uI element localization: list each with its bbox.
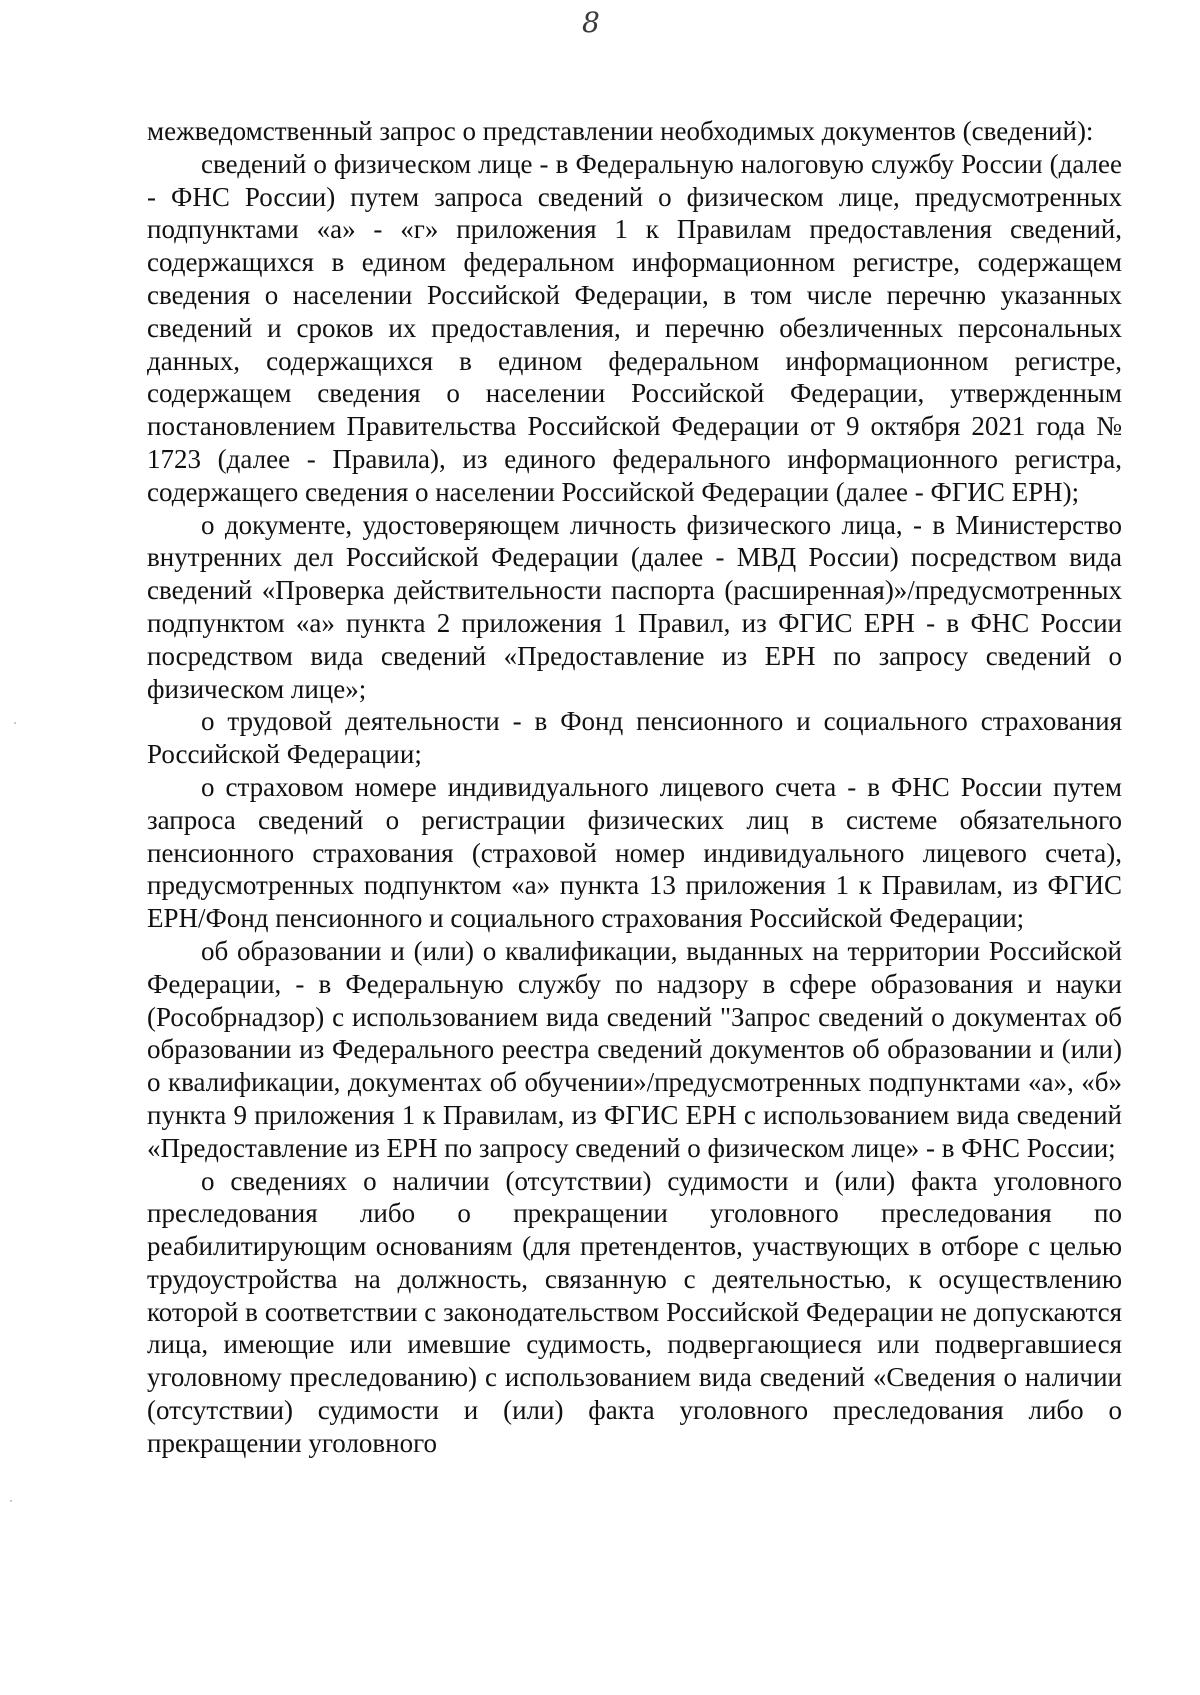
paragraph-insurance-number: о страховом номере индивидуального лицевого счета - в ФНС России путем запроса сведений о регистрации физических лиц в системе обязательного пенсионного страхования (страховой номер индивидуального лицевого счета), предусмотренных подпунктом «а» пункта 13 приложения 1 к Правилам, из ФГИС ЕРН/Фонд пенсионного и социального страхования Российской Федерации; [147, 771, 1122, 934]
page-number: 8 [582, 6, 600, 39]
paragraph-intro: межведомственный запрос о представлении необходимых документов (сведений): [147, 116, 1094, 146]
scan-speck [14, 722, 16, 724]
scan-speck [10, 1500, 12, 1502]
document-body [147, 115, 1122, 1460]
paragraph-labor-activity: о трудовой деятельности - в Фонд пенсионного и социального страхования Российской Федерации; [147, 706, 1122, 770]
paragraph-criminal-record: о сведениях о наличии (отсутствии) судимости и (или) факта уголовного преследования либо о прекращении уголовного преследования по реабилитирующим основаниям (для претендентов, участвующих в отборе с целью трудоустройства на должность, связанную с деятельностью, к осуществлению которой в соответствии с законодательством Российской Федерации не допускаются лица, имеющие или имевшие судимость, подвергающиеся или подвергавшиеся уголовному преследованию) с использованием вида сведений «Сведения о наличии (отсутствии) судимости и (или) факта уголовного преследования либо о прекращении уголовного [147, 1165, 1122, 1458]
paragraph-education: об образовании и (или) о квалификации, выданных на территории Российской Федерации, - в Федеральную службу по надзору в сфере образования и науки (Рособрнадзор) с использованием вида сведений "Запрос сведений о документах об образовании из Федерального реестра сведений документов об образовании и (или) о квалификации, документах об обучении»/предусмотренных подпунктами «а», «б» пункта 9 приложения 1 к Правилам, из ФГИС ЕРН с использованием вида сведений «Предоставление из ЕРН по запросу сведений о физическом лице» - в ФНС России; [147, 935, 1122, 1163]
paragraph-identity-document: о документе, удостоверяющем личность физического лица, - в Министерство внутренних дел Российской Федерации (далее - МВД России) посредством вида сведений «Проверка действительности паспорта (расширенная)»/предусмотренных подпунктом «а» пункта 2 приложения 1 Правил, из ФГИС ЕРН - в ФНС России посредством вида сведений «Предоставление из ЕРН по запросу сведений о физическом лице»; [147, 509, 1122, 704]
paragraph-individual-info: сведений о физическом лице - в Федеральную налоговую службу России (далее - ФНС России) путем запроса сведений о физическом лице, предусмотренных подпунктами «а» - «г» приложения 1 к Правилам предоставления сведений, содержащихся в едином федеральном информационном регистре, содержащем сведения о населении Российской Федерации, в том числе перечню указанных сведений и сроков их предоставления, и перечню обезличенных персональных данных, содержащихся в едином федеральном информационном регистре, содержащем сведения о населении Российской Федерации, утвержденным постановлением Правительства Российской Федерации от 9 октября 2021 года № 1723 (далее - Правила), из единого федерального информационного регистра, содержащего сведения о населении Российской Федерации (далее - ФГИС ЕРН); [147, 148, 1122, 507]
